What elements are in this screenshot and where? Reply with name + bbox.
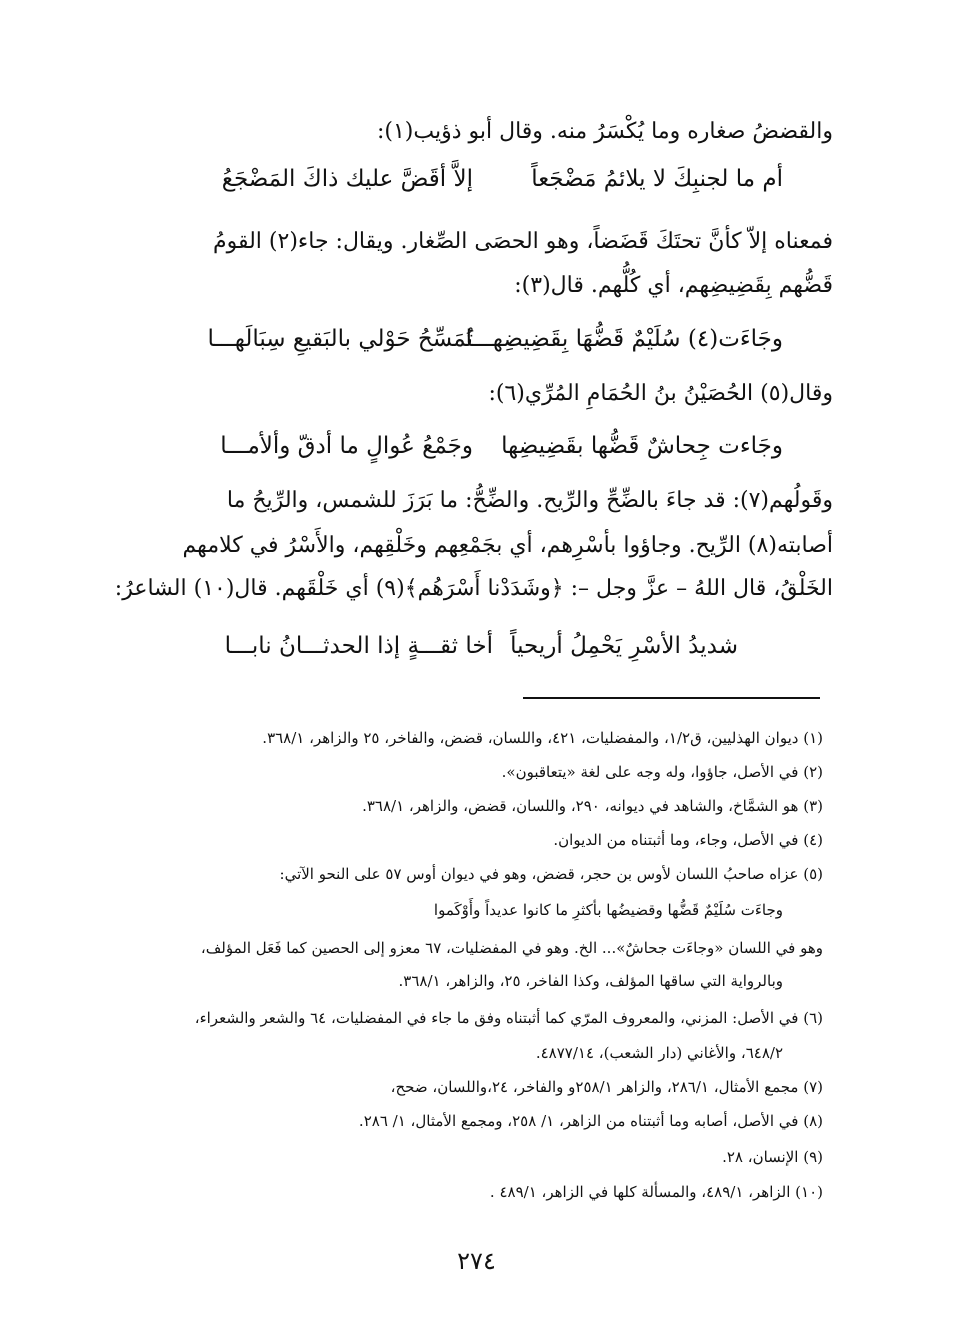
text-line-2: فمعناه إلاّ كأنَّ تحتَكَ قَضَضاً، وهو الحصَى الصِّغار. ويقال: جاء(٢) القومُ [212, 229, 833, 254]
verse-4-first-hemistich: شديدُ الأسْرِ يَحْمِلُ أريحياً [510, 633, 738, 659]
footnote-5-verse: وجاءَت سُلَيْمٌ قَضُّها وقضيضُها بأكثرِ ما كانوا عديداً وأَوْكَموا [433, 901, 783, 919]
footnote-6-continued: ٦٤٨/٢، والأغاني (دار الشعب)، ٤٨٧٧/١٤. [535, 1044, 783, 1062]
footnote-5-continued: وهو في اللسان «وجاءَت جحاشٌ»... الخ. وهو في المفضليات، ٦٧ معزو إلى الحصين كما فَعَل المؤلف، [200, 939, 823, 957]
footnote-5-continued-2: وبالرواية التي ساقها المؤلف، وكذا الفاخر، ٢٥، والزاهر، ٣٦٨/١. [398, 972, 783, 990]
footnote-10: (١٠) الزاهر، ٤٨٩/١، والمسألة كلها في الزاهر، ٤٨٩/١ . [489, 1183, 823, 1201]
footnote-1: (١) ديوان الهذليين، ق١/٢، والمفضليات، ٤٢١، واللسان، قضض، والفاخر، ٢٥ والزاهر، ٣٦٨/١. [262, 729, 823, 747]
text-line-3: قَضُّهم بِقَضِيضِهم، أي كُلُّهم. قال(٣): [514, 273, 833, 298]
verse-2-second-hemistich: تُمَسِّحُ حَوْلي بالبَقيعِ سِبَالَهـــا [207, 326, 473, 352]
verse-3-first-hemistich: وجَاءت جِحاشٌ قَضُّها بقَضِيضِها [501, 433, 783, 459]
text-line-7: الخَلْقُ، قال اللهُ – عزَّ وجل –: ﴿وشَدَدْنا أَسْرَهُم﴾(٩) أي خَلْقَهم. قال(١٠) الشاعرُ: [114, 576, 833, 601]
verse-3-second-hemistich: وجَمْعُ عُوالٍ ما أدقّ وألأمـــا [220, 433, 473, 459]
footnote-3: (٣) هو الشمَّاخ، والشاهد في ديوانه، ٢٩٠، واللسان، قضض، والزاهر، ٣٦٨/١. [362, 797, 823, 815]
page-number: ٢٧٤ [457, 1247, 496, 1275]
footnote-5: (٥) عزاه صاحبُ اللسان لأوس بن حجر، قضض، وهو في ديوان أوس ٥٧ على النحو الآتي: [279, 865, 823, 883]
footnote-9: (٩) الإنسان، ٢٨. [722, 1148, 823, 1166]
verse-4-second-hemistich: أخا ثقـــةٍ إذا الحدثـــانُ نابـــا [224, 633, 493, 659]
text-line-4: وقال(٥) الحُصَيْنُ بنُ الحُمَامِ المُرِّي(٦): [488, 381, 833, 406]
footnote-7: (٧) مجمع الأمثال، ٢٨٦/١، والزاهر ٢٥٨/١و والفاخر، ٢٤،واللسان، ضحح، [390, 1078, 823, 1096]
footnote-2: (٢) في الأصل، جاؤوا، وله وجه على لغة «يتعاقبون». [501, 763, 823, 781]
footnote-separator [523, 697, 820, 699]
text-line-1: والقضضُ صغاره وما يُكْسَرُ منه. وقال أبو ذؤيب(١): [376, 119, 833, 144]
verse-1-first-hemistich: أم ما لجنبِكَ لا يلائمُ مَضْجَعاً [531, 166, 783, 192]
text-line-6: أصابته(٨) الرِّيح. وجاؤوا بأسْرِهم، أي بجَمْعِهم وخَلْقِهم، والأَسْرُ في كلامهم [182, 533, 833, 558]
verse-1-second-hemistich: إلاَّ أقَضَّ عليك ذاكَ المَضْجَعُ [221, 166, 473, 192]
footnote-4: (٤) في الأصل، وجاء، وما أثبتناه من الديوان. [553, 831, 823, 849]
text-line-5: وقَولُهم(٧): قد جاءَ بالضِّحِّ والرِّيح. والضِّحُّ: ما بَرَزَ للشمس، والرِّيحُ ما [226, 488, 833, 513]
verse-2-first-hemistich: وجَاءَت(٤) سُلَيْمٌ قَضُّهَا بِقَضِيضِهـــا [465, 326, 783, 352]
footnote-6: (٦) في الأصل: المزني، والمعروف المرّي كما أثبتناه وفق ما جاء في المفضليات، ٦٤ والشعر والشعراء، [194, 1009, 823, 1027]
footnote-8: (٨) في الأصل، أصابه وما أثبتناه من الزاهر، ١/ ٢٥٨، ومجمع الأمثال، ١/ ٢٨٦. [358, 1112, 823, 1130]
